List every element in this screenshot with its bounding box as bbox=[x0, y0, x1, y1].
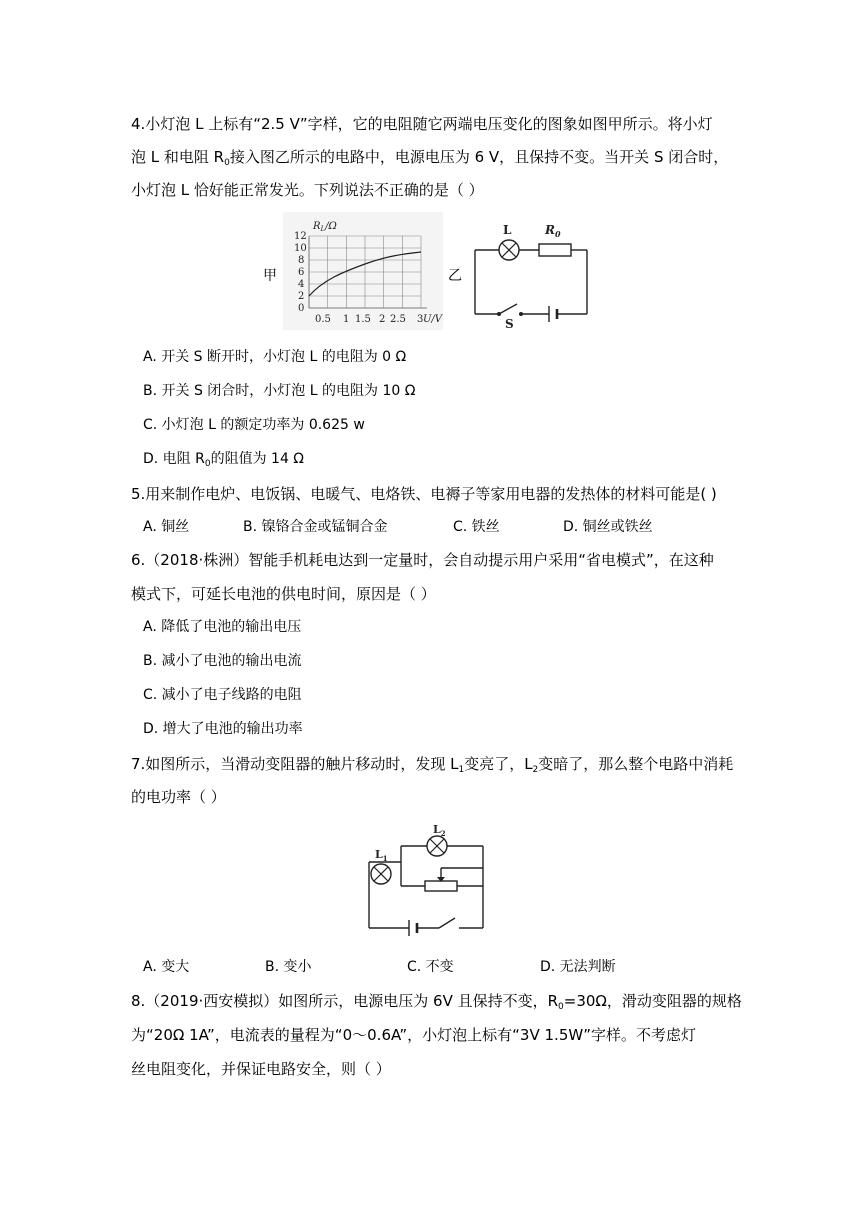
battery-icon bbox=[549, 306, 557, 322]
q8-stem-line-2: 为“20Ω 1A”，电流表的量程为“0～0.6A”，小灯泡上标有“3V 1.5W”字样。不考虑灯 bbox=[131, 1026, 696, 1044]
graph-y-tick: 4 bbox=[298, 279, 305, 290]
circuit-label-s: S bbox=[505, 317, 514, 331]
q4-stem-line-2-b: 接入图乙所示的电路中，电源电压为 6 V，且保持不变。当开关 S 闭合时， bbox=[229, 148, 729, 166]
resistance-voltage-graph bbox=[283, 212, 443, 330]
q4-option-c: C. 小灯泡 L 的额定功率为 0.625 w bbox=[143, 417, 365, 433]
fig-label-yi: 乙 bbox=[448, 268, 462, 284]
graph-x-tick: 3 bbox=[417, 314, 424, 325]
q8-stem-a: 8.（2019·西安模拟）如图所示，电源电压为 6V 且保持不变，R bbox=[131, 992, 559, 1010]
rheostat-circuit-diagram bbox=[355, 822, 495, 940]
graph-y-tick: 12 bbox=[294, 231, 307, 242]
graph-y-tick: 2 bbox=[298, 291, 305, 302]
graph-x-tick: 1 bbox=[343, 314, 350, 325]
q7-option-d: D. 无法判断 bbox=[540, 959, 616, 975]
q5-option-c: C. 铁丝 bbox=[453, 519, 500, 535]
series-circuit-diagram bbox=[465, 214, 595, 332]
q7-stem-a: 7.如图所示，当滑动变阻器的触片移动时，发现 L bbox=[131, 755, 459, 773]
resistor-r0-icon bbox=[539, 244, 571, 256]
fig-label-jia: 甲 bbox=[263, 268, 277, 284]
q7-stem-line-2: 的电功率（ ） bbox=[131, 788, 226, 806]
q4-option-a: A. 开关 S 断开时，小灯泡 L 的电阻为 0 Ω bbox=[143, 349, 407, 365]
q6-option-b: B. 减小了电池的输出电流 bbox=[143, 653, 302, 669]
graph-y-tick: 10 bbox=[294, 243, 307, 254]
q7-l2-subscript: 2 bbox=[532, 765, 539, 775]
circuit-label-r0: $R_0$ bbox=[545, 223, 561, 239]
q7-option-b: B. 变小 bbox=[265, 959, 312, 975]
q4-option-d bbox=[143, 449, 304, 469]
graph-y-tick: 8 bbox=[298, 255, 305, 266]
q4-stem-line-3: 小灯泡 L 恰好能正常发光。下列说法不正确的是（ ） bbox=[131, 181, 484, 199]
graph-x-tick: 1.5 bbox=[355, 314, 371, 325]
graph-y-label: $R_L/\Omega$ bbox=[313, 221, 337, 233]
q7-stem-line-1 bbox=[131, 754, 733, 774]
rheostat-icon bbox=[425, 881, 457, 891]
q6-stem-line-1: 6.（2018·株洲）智能手机耗电达到一定量时，会自动提示用户采用“省电模式”，在这种 bbox=[131, 551, 714, 569]
q4-stem-line-2-a: 泡 L 和电阻 R bbox=[131, 148, 225, 166]
q7-option-a: A. 变大 bbox=[143, 959, 190, 975]
lamp-l-icon bbox=[499, 240, 519, 260]
q7-option-c: C. 不变 bbox=[407, 959, 454, 975]
graph-x-tick: 0.5 bbox=[315, 314, 331, 325]
q6-option-a: A. 降低了电池的输出电压 bbox=[143, 619, 302, 635]
q4-stem-line-1: 4.小灯泡 L 上标有“2.5 V”字样，它的电阻随它两端电压变化的图象如图甲所示。将小灯 bbox=[131, 115, 713, 133]
lamp-l2-icon bbox=[427, 836, 447, 856]
q4-option-d-a: D. 电阻 R bbox=[143, 451, 205, 467]
graph-y-tick: 6 bbox=[298, 267, 305, 278]
battery-icon bbox=[409, 920, 417, 936]
q4-r0-subscript: 0 bbox=[224, 158, 230, 168]
q7-stem-c: 变暗了，那么整个电路中消耗 bbox=[538, 755, 734, 773]
q7-l1-subscript: 1 bbox=[458, 765, 465, 775]
graph-x-tick: 2.5 bbox=[390, 314, 406, 325]
circuit-label-l1: $L_1$ bbox=[375, 848, 388, 863]
graph-x-tick: 2 bbox=[379, 314, 386, 325]
q8-stem-b: =30Ω，滑动变阻器的规格 bbox=[563, 992, 742, 1010]
q8-r0-subscript: 0 bbox=[558, 1002, 564, 1012]
q5-option-b: B. 镍铬合金或锰铜合金 bbox=[243, 519, 388, 535]
q6-stem-line-2: 模式下，可延长电池的供电时间，原因是（ ） bbox=[131, 585, 436, 603]
graph-y-tick: 0 bbox=[298, 303, 305, 314]
q7-stem-b: 变亮了，L bbox=[464, 755, 533, 773]
lamp-l1-icon bbox=[371, 864, 391, 884]
q4-option-d-sub: 0 bbox=[204, 459, 211, 469]
graph-x-label: U/V bbox=[423, 314, 443, 325]
q4-stem-line-2 bbox=[131, 147, 728, 167]
q6-option-d: D. 增大了电池的输出功率 bbox=[143, 721, 303, 737]
circuit-label-l: L bbox=[503, 223, 512, 237]
circuit-label-l2: $L_2$ bbox=[433, 823, 446, 838]
q5-option-a: A. 铜丝 bbox=[143, 519, 190, 535]
q5-option-d: D. 铜丝或铁丝 bbox=[563, 519, 653, 535]
q5-stem: 5.用来制作电炉、电饭锅、电暖气、电烙铁、电褥子等家用电器的发热体的材料可能是( ) bbox=[131, 485, 717, 503]
q8-stem-line-1 bbox=[131, 991, 742, 1011]
q8-stem-line-3: 丝电阻变化，并保证电路安全，则（ ） bbox=[131, 1060, 391, 1078]
q4-option-b: B. 开关 S 闭合时，小灯泡 L 的电阻为 10 Ω bbox=[143, 383, 416, 399]
q4-option-d-b: 的阻值为 14 Ω bbox=[210, 451, 305, 467]
q6-option-c: C. 减小了电子线路的电阻 bbox=[143, 687, 302, 703]
